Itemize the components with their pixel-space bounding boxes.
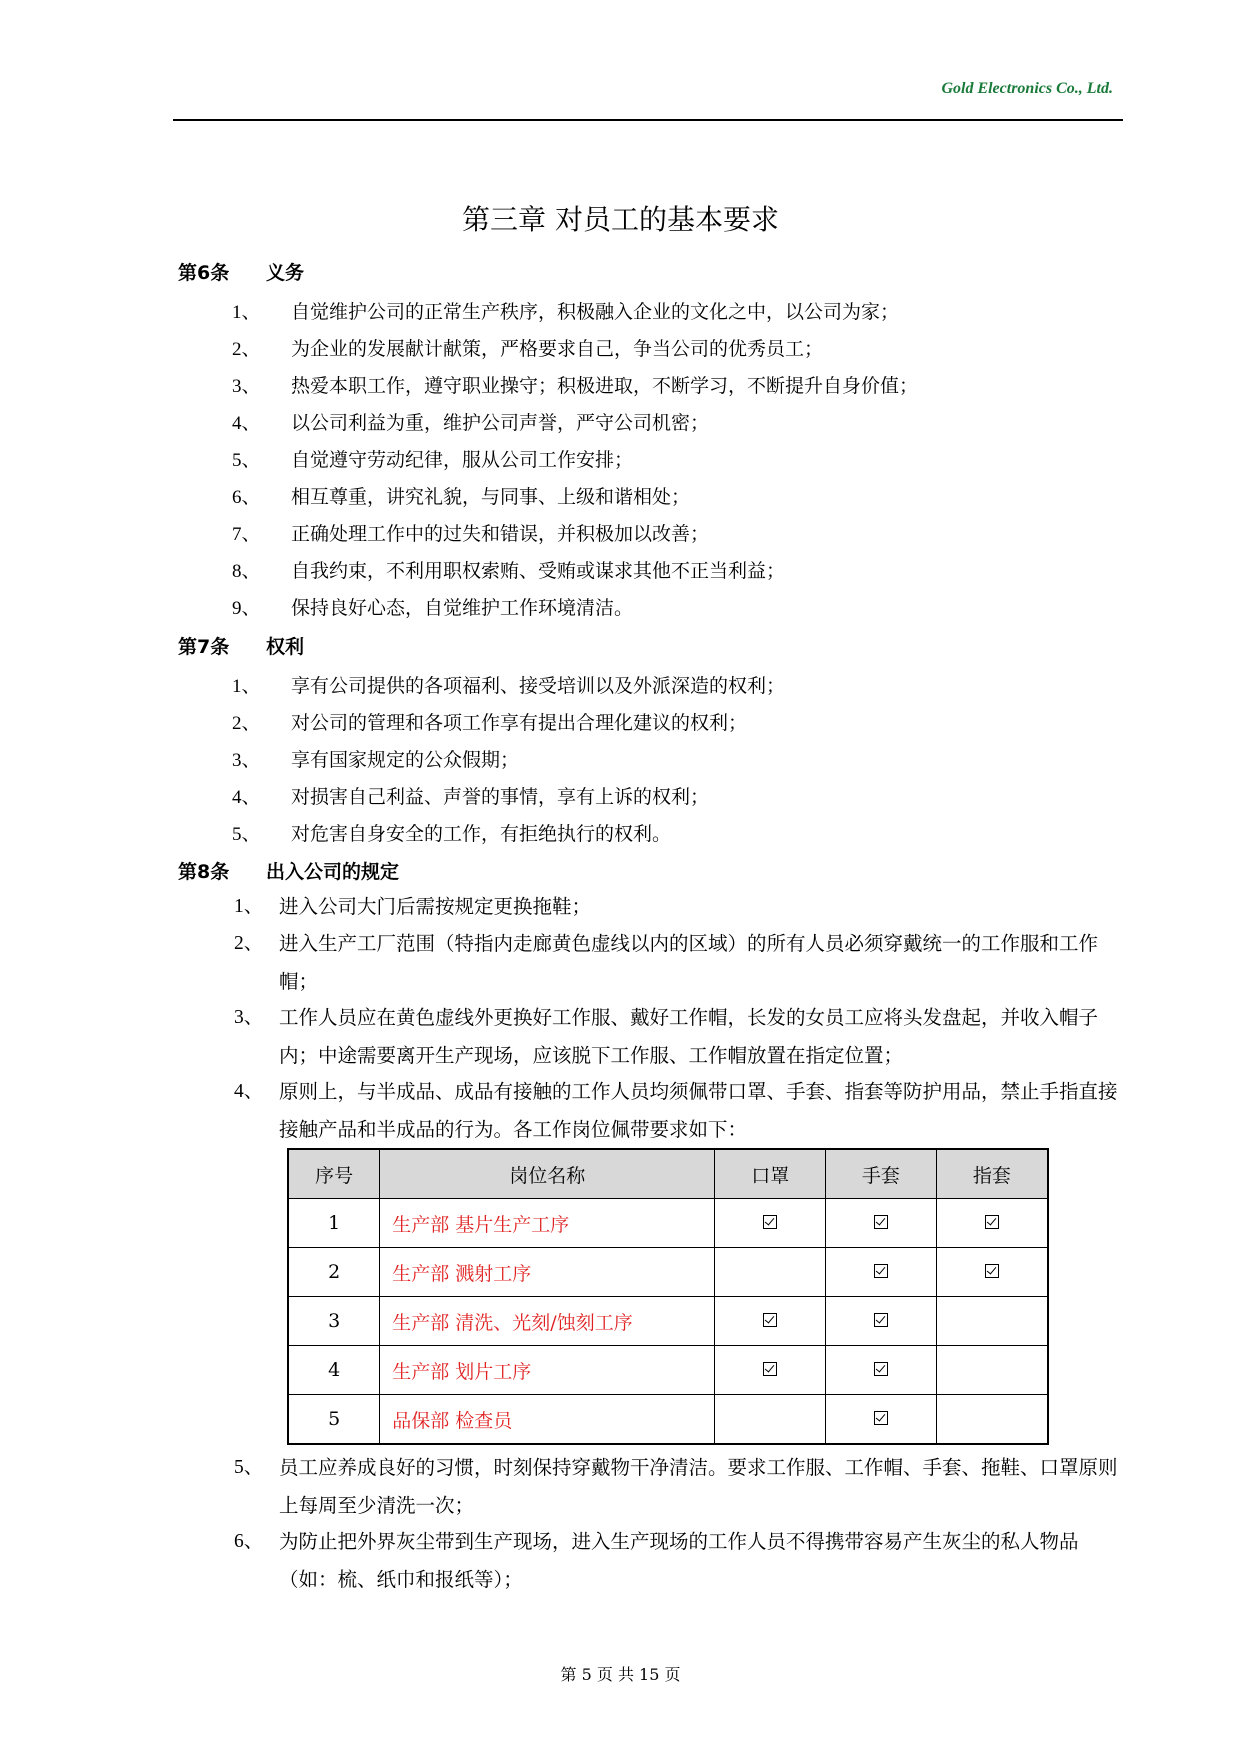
list-item: 6、 为防止把外界灰尘带到生产现场，进入生产现场的工作人员不得携带容易产生灰尘的私人物品（如：梳、纸巾和报纸等）； xyxy=(234,1530,1079,1591)
list-item: 2、 对公司的管理和各项工作享有提出合理化建议的权利； xyxy=(232,712,748,734)
table-row xyxy=(288,1248,1048,1297)
list-item: 4、 对损害自己利益、声誉的事情，享有上诉的权利； xyxy=(232,786,710,808)
checkbox-checked-icon xyxy=(763,1313,777,1327)
header-rule xyxy=(173,119,1123,121)
list-item: 8、 自我约束，不利用职权索贿、受贿或谋求其他不正当利益； xyxy=(232,560,786,582)
list-item: 2、 进入生产工厂范围（特指内走廊黄色虚线以内的区域）的所有人员必须穿戴统一的工作服和工作帽； xyxy=(234,932,1099,993)
article-number: 第7条 xyxy=(178,636,230,658)
position-name: 生产部 划片工序 xyxy=(380,1346,715,1395)
position-name: 生产部 清洗、光刻/蚀刻工序 xyxy=(380,1297,715,1346)
article-title: 权利 xyxy=(266,636,305,658)
finger-cot-check-cell xyxy=(936,1395,1048,1445)
gloves-check-cell xyxy=(826,1248,937,1297)
list-item: 3、 享有国家规定的公众假期； xyxy=(232,749,520,771)
finger-cot-check-cell xyxy=(936,1346,1048,1395)
table-row xyxy=(288,1199,1048,1248)
checkbox-checked-icon xyxy=(985,1215,999,1229)
table-row xyxy=(288,1346,1048,1395)
checkbox-checked-icon xyxy=(874,1313,888,1327)
list-item: 7、 正确处理工作中的过失和错误，并积极加以改善； xyxy=(232,523,710,545)
list-item: 4、 以公司利益为重，维护公司声誉，严守公司机密； xyxy=(232,412,710,434)
checkbox-checked-icon xyxy=(874,1215,888,1229)
mask-check-cell xyxy=(715,1395,826,1445)
checkbox-checked-icon xyxy=(874,1411,888,1425)
gloves-check-cell xyxy=(826,1346,937,1395)
row-number: 4 xyxy=(288,1346,380,1395)
mask-check-cell xyxy=(715,1248,826,1297)
checkbox-checked-icon xyxy=(763,1362,777,1376)
protective-equipment-table xyxy=(287,1148,1049,1445)
checkbox-checked-icon xyxy=(763,1215,777,1229)
article-title: 义务 xyxy=(266,262,305,284)
header-gloves: 手套 xyxy=(826,1149,937,1199)
article-7-heading xyxy=(178,632,304,659)
list-item: 1、 进入公司大门后需按规定更换拖鞋； xyxy=(234,895,592,918)
mask-check-cell xyxy=(715,1199,826,1248)
list-item: 1、 享有公司提供的各项福利、接受培训以及外派深造的权利； xyxy=(232,675,786,697)
checkbox-checked-icon xyxy=(985,1264,999,1278)
position-name: 生产部 基片生产工序 xyxy=(380,1199,715,1248)
table-row xyxy=(288,1297,1048,1346)
gloves-check-cell xyxy=(826,1297,937,1346)
list-item: 1、 自觉维护公司的正常生产秩序，积极融入企业的文化之中，以公司为家； xyxy=(232,301,900,323)
list-item: 5、 对危害自身安全的工作，有拒绝执行的权利。 xyxy=(232,823,672,845)
chapter-title: 第三章 对员工的基本要求 xyxy=(462,203,779,236)
article-number: 第6条 xyxy=(178,262,230,284)
mask-check-cell xyxy=(715,1297,826,1346)
header-no: 序号 xyxy=(288,1149,380,1199)
article-number: 第8条 xyxy=(178,861,230,883)
row-number: 5 xyxy=(288,1395,380,1445)
list-item: 5、 自觉遵守劳动纪律，服从公司工作安排； xyxy=(232,449,634,471)
header-mask: 口罩 xyxy=(715,1149,826,1199)
list-item: 3、 热爱本职工作，遵守职业操守；积极进取，不断学习，不断提升自身价值； xyxy=(232,375,919,397)
header-finger-cots: 指套 xyxy=(936,1149,1048,1199)
gloves-check-cell xyxy=(826,1199,937,1248)
table-header-row xyxy=(288,1149,1048,1199)
position-name: 生产部 溅射工序 xyxy=(380,1248,715,1297)
checkbox-checked-icon xyxy=(874,1362,888,1376)
list-item: 5、 员工应养成良好的习惯，时刻保持穿戴物干净清洁。要求工作服、工作帽、手套、拖鞋、口罩原则上每周至少清洗一次； xyxy=(234,1456,1118,1517)
row-number: 2 xyxy=(288,1248,380,1297)
mask-check-cell xyxy=(715,1346,826,1395)
row-number: 1 xyxy=(288,1199,380,1248)
checkbox-checked-icon xyxy=(874,1264,888,1278)
company-name: Gold Electronics Co., Ltd. xyxy=(941,80,1113,97)
article-title: 出入公司的规定 xyxy=(266,861,400,883)
header-position: 岗位名称 xyxy=(380,1149,715,1199)
finger-cot-check-cell xyxy=(936,1297,1048,1346)
row-number: 3 xyxy=(288,1297,380,1346)
list-item: 6、 相互尊重，讲究礼貌，与同事、上级和谐相处； xyxy=(232,486,691,508)
table-row xyxy=(288,1395,1048,1445)
finger-cot-check-cell xyxy=(936,1199,1048,1248)
list-item: 9、 保持良好心态，自觉维护工作环境清洁。 xyxy=(232,597,634,619)
gloves-check-cell xyxy=(826,1395,937,1445)
finger-cot-check-cell xyxy=(936,1248,1048,1297)
list-item: 2、 为企业的发展献计献策，严格要求自己，争当公司的优秀员工； xyxy=(232,338,824,360)
article-8-heading xyxy=(178,857,399,884)
list-item: 3、 工作人员应在黄色虚线外更换好工作服、戴好工作帽，长发的女员工应将头发盘起，并收入帽子内；中途需要离开生产现场，应该脱下工作服、工作帽放置在指定位置； xyxy=(234,1006,1099,1067)
article-6-heading xyxy=(178,258,304,285)
position-name: 品保部 检查员 xyxy=(380,1395,715,1445)
list-item: 4、 原则上，与半成品、成品有接触的工作人员均须佩带口罩、手套、指套等防护用品，禁止手指直接接触产品和半成品的行为。各工作岗位佩带要求如下： xyxy=(234,1080,1118,1141)
page-number: 第 5 页 共 15 页 xyxy=(560,1665,681,1684)
